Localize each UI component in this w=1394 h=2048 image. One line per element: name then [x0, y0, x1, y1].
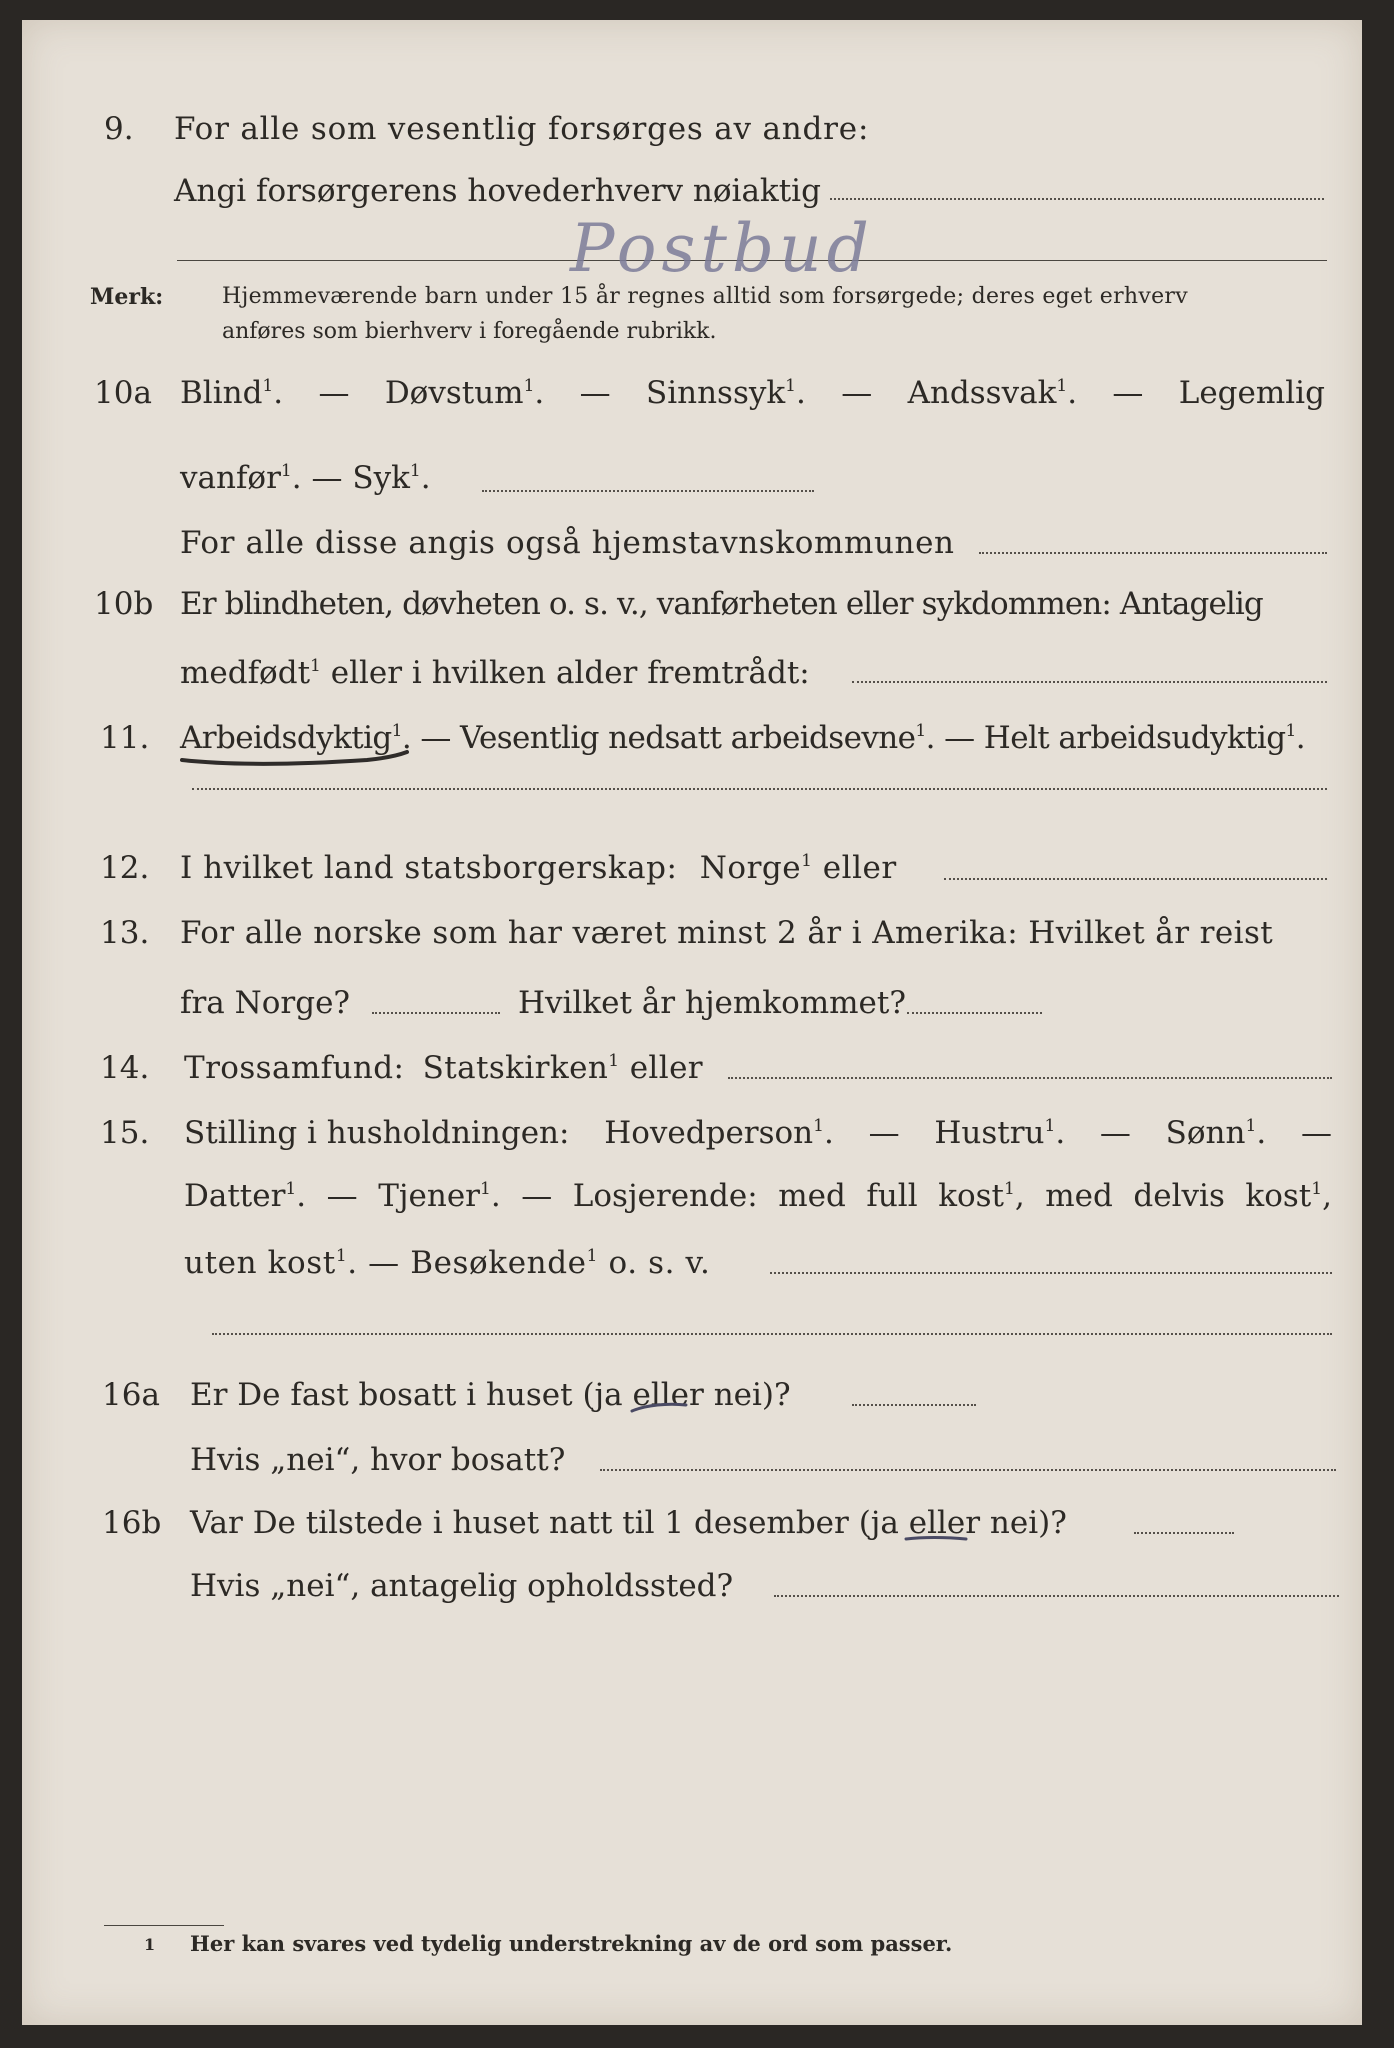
- q15-datter: Datter: [184, 1178, 286, 1214]
- q10a-line3: For alle disse angis også hjemstavnskommunen: [180, 525, 955, 561]
- q10a-legemlig: Legemlig: [1178, 375, 1325, 411]
- q12-number: 12.: [100, 850, 150, 886]
- q13-line2b: Hvilket år hjemkommet?: [518, 985, 906, 1021]
- q16a-line2: Hvis „nei“, hvor bosatt?: [190, 1442, 566, 1478]
- q10b-number: 10b: [94, 586, 154, 622]
- q9-answer-dotline: [830, 198, 1324, 200]
- q11-answer-dotline: [192, 788, 1327, 790]
- q10b-line2: medfødt$^1$ eller i hvilken alder fremtrådt:: [180, 655, 810, 691]
- merk-label: Merk:: [90, 284, 164, 310]
- q15-number: 15.: [100, 1115, 150, 1151]
- q12-line: I hvilket land statsborgerskap: Norge$^1$ eller: [180, 850, 897, 886]
- q13-number: 13.: [100, 915, 150, 951]
- q15-line1: Stilling i husholdningen: Hovedperson$^1$. — Hustru$^1$. — Sønn$^1$. —: [184, 1115, 1332, 1151]
- q16b-line1: Var De tilstede i huset natt til 1 desember (ja eller nei)?: [190, 1505, 1067, 1541]
- q13-line1: For alle norske som har været minst 2 år i Amerika: Hvilket år reist: [180, 915, 1274, 951]
- q10a-line1: [180, 375, 1325, 411]
- q10a-hjemstavn-dotline: [979, 552, 1327, 554]
- q10a-dash: —: [1112, 375, 1144, 411]
- q15-line2: Datter$^1$. — Tjener$^1$. — Losjerende: med full kost$^1$, med delvis kost$^1$,: [184, 1178, 1332, 1214]
- q10a-blind: Blind$^1$.: [180, 375, 284, 411]
- q10a-andssvak: Andssvak$^1$.: [907, 375, 1078, 411]
- q12-eller-dotline: [944, 878, 1327, 880]
- q10b-line1: Er blindheten, døvheten o. s. v., vanførheten eller sykdommen: Antagelig: [180, 586, 1263, 622]
- q15-osv-dotline: [770, 1272, 1332, 1274]
- q16a-janei-dotline: [852, 1404, 976, 1406]
- q11-number: 11.: [100, 720, 150, 756]
- q9-line1: For alle som vesentlig forsørges av andre:: [174, 111, 870, 147]
- q14-eller-dotline: [728, 1077, 1332, 1079]
- merk-line2: anføres som bierhverv i foregående rubrikk.: [222, 319, 717, 344]
- q10a-line2: vanfør$^1$. — Syk$^1$.: [180, 460, 431, 496]
- q11-arbeidsdyktig: Arbeidsdyktig: [180, 720, 392, 756]
- q10a-dash: —: [841, 375, 873, 411]
- q16b-number: 16b: [102, 1505, 162, 1541]
- q16a-bosatt-dotline: [600, 1469, 1336, 1471]
- q12-norge: Norge: [699, 850, 802, 886]
- q10a-syk-dotline: [482, 490, 814, 492]
- q10a-dovstum: Døvstum$^1$.: [384, 375, 545, 411]
- q14-statskirken: Statskirken: [422, 1050, 609, 1086]
- q14-number: 14.: [100, 1050, 150, 1086]
- q15-answer-dotline: [212, 1333, 1332, 1335]
- q10a-dash: —: [318, 375, 350, 411]
- q10a-number: 10a: [94, 375, 152, 411]
- q13-line2a: fra Norge?: [180, 985, 351, 1021]
- q16b-opholdssted-dotline: [774, 1595, 1339, 1597]
- q11-line: Arbeidsdyktig$^1$. — Vesentlig nedsatt arbeidsevne$^1$. — Helt arbeidsudyktig$^1$.: [180, 720, 1305, 756]
- q13-reist-dotline: [372, 1012, 500, 1014]
- q16b-line2: Hvis „nei“, antagelig opholdssted?: [190, 1568, 734, 1604]
- footnote-text: Her kan svares ved tydelig understrekning av de ord som passer.: [190, 1931, 953, 1956]
- q9-number: 9.: [104, 111, 134, 147]
- q14-line: Trossamfund: Statskirken$^1$ eller: [184, 1050, 704, 1086]
- q16a-line1: Er De fast bosatt i huset (ja eller nei)?: [190, 1377, 791, 1413]
- q15-line3: uten kost$^1$. — Besøkende$^1$ o. s. v.: [184, 1245, 711, 1281]
- q9-handwritten-answer: Postbud: [570, 210, 874, 287]
- footnote-rule: [104, 1925, 224, 1926]
- merk-line1: Hjemmeværende barn under 15 år regnes alltid som forsørgede; deres eget erhverv: [222, 284, 1188, 309]
- q9-line2: Angi forsørgerens hovederhverv nøiaktig: [174, 173, 821, 209]
- q16a-number: 16a: [102, 1377, 160, 1413]
- form-page: [22, 20, 1362, 2025]
- q10a-sinnssyk: Sinnssyk$^1$.: [645, 375, 806, 411]
- q10a-dash: —: [579, 375, 611, 411]
- q10b-alder-dotline: [852, 681, 1327, 683]
- q16b-janei-dotline: [1134, 1532, 1234, 1534]
- q13-hjemkommet-dotline: [907, 1012, 1042, 1014]
- footnote-marker: 1: [144, 1935, 156, 1954]
